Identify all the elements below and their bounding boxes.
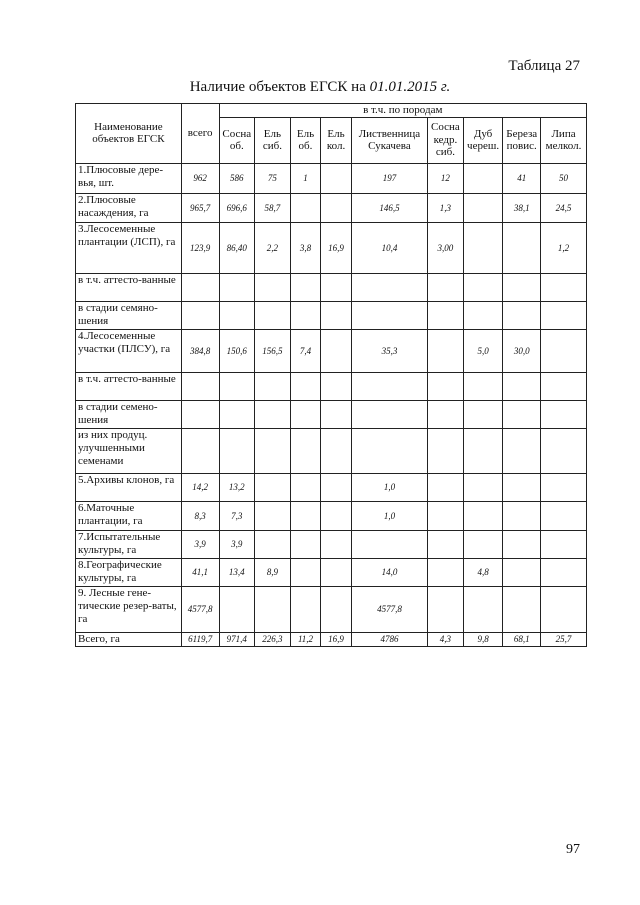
table-cell (181, 372, 219, 400)
table-cell (428, 400, 464, 428)
table-cell: 5,0 (463, 329, 503, 372)
table-cell (463, 301, 503, 329)
table-cell: 38,1 (503, 193, 541, 222)
table-row (76, 329, 587, 372)
table-cell: 4577,8 (181, 586, 219, 632)
table-cell (351, 530, 427, 558)
table-cell (321, 530, 352, 558)
table-cell: 1,2 (541, 222, 587, 273)
table-cell: 7,4 (290, 329, 321, 372)
table-cell (541, 428, 587, 473)
table-cell: 7,3 (219, 501, 255, 530)
table-cell: 8,3 (181, 501, 219, 530)
table-cell (321, 193, 352, 222)
row-name: из них продуц. улучшенными семенами (76, 428, 182, 473)
table-cell: 586 (219, 163, 255, 193)
table-cell (255, 428, 291, 473)
table-cell (219, 301, 255, 329)
header-total: всего (181, 104, 219, 164)
header-species: Липа мелкол. (541, 117, 587, 163)
table-cell (541, 301, 587, 329)
table-cell (321, 428, 352, 473)
table-cell (463, 400, 503, 428)
header-species: Ель об. (290, 117, 321, 163)
table-row (76, 558, 587, 586)
table-cell (463, 428, 503, 473)
table-cell: 123,9 (181, 222, 219, 273)
table-cell: 30,0 (503, 329, 541, 372)
table-cell (255, 372, 291, 400)
table-cell: 8,9 (255, 558, 291, 586)
table-cell: 4,3 (428, 632, 464, 646)
table-cell (463, 163, 503, 193)
table-label: Таблица 27 (508, 58, 580, 74)
table-cell (290, 372, 321, 400)
table-cell (428, 473, 464, 501)
table-cell: 75 (255, 163, 291, 193)
table-cell: 1,0 (351, 501, 427, 530)
table-row (76, 273, 587, 301)
table-row (76, 163, 587, 193)
table-cell (463, 222, 503, 273)
table-cell (321, 273, 352, 301)
table-cell (351, 301, 427, 329)
table-cell: 965,7 (181, 193, 219, 222)
table-cell (290, 193, 321, 222)
header-species: Дуб череш. (463, 117, 503, 163)
table-cell: 3,8 (290, 222, 321, 273)
page-number: 97 (566, 842, 580, 857)
row-name: Всего, га (76, 632, 182, 646)
table-cell (255, 530, 291, 558)
table-cell (428, 428, 464, 473)
header-name: Наименование объектов ЕГСК (76, 104, 182, 164)
table-cell (321, 163, 352, 193)
table-cell (428, 372, 464, 400)
table-cell (255, 400, 291, 428)
table-cell (463, 473, 503, 501)
header-species: Лиственница Сукачева (351, 117, 427, 163)
row-name: в т.ч. аттесто-ванные (76, 372, 182, 400)
table-cell (290, 530, 321, 558)
table-cell (503, 558, 541, 586)
header-species: Сосна об. (219, 117, 255, 163)
table-cell: 9,8 (463, 632, 503, 646)
table-cell: 16,9 (321, 632, 352, 646)
table-cell (255, 301, 291, 329)
table-cell: 971,4 (219, 632, 255, 646)
table-cell: 3,9 (219, 530, 255, 558)
table-cell (541, 329, 587, 372)
table-cell (219, 372, 255, 400)
row-name: 2.Плюсовые насаждения, га (76, 193, 182, 222)
table-cell (428, 558, 464, 586)
table-cell: 68,1 (503, 632, 541, 646)
table-cell (321, 558, 352, 586)
table-cell: 14,0 (351, 558, 427, 586)
table-cell: 150,6 (219, 329, 255, 372)
row-name: 1.Плюсовые дере-вья, шт. (76, 163, 182, 193)
table-cell: 25,7 (541, 632, 587, 646)
table-cell (290, 273, 321, 301)
table-row (76, 301, 587, 329)
table-cell (219, 273, 255, 301)
table-cell (290, 473, 321, 501)
header-species: Ель кол. (321, 117, 352, 163)
table-cell (181, 400, 219, 428)
table-cell (503, 428, 541, 473)
table-cell (219, 586, 255, 632)
table-cell: 10,4 (351, 222, 427, 273)
table-cell: 226,3 (255, 632, 291, 646)
table-cell (428, 530, 464, 558)
table-cell (503, 473, 541, 501)
table-cell (463, 530, 503, 558)
table-cell (503, 586, 541, 632)
table-cell (219, 400, 255, 428)
table-cell: 1,3 (428, 193, 464, 222)
table-cell (351, 428, 427, 473)
table-cell (541, 372, 587, 400)
table-cell: 3,00 (428, 222, 464, 273)
header-species: Сосна кедр. сиб. (428, 117, 464, 163)
table-cell (503, 273, 541, 301)
row-name: 5.Архивы клонов, га (76, 473, 182, 501)
table-row (76, 372, 587, 400)
table-cell: 35,3 (351, 329, 427, 372)
header-group: в т.ч. по породам (219, 104, 587, 118)
table-cell: 6119,7 (181, 632, 219, 646)
table-cell (428, 301, 464, 329)
table-cell: 16,9 (321, 222, 352, 273)
table-cell (541, 586, 587, 632)
table-row (76, 501, 587, 530)
table-cell (181, 301, 219, 329)
table-cell (219, 428, 255, 473)
row-name: 8.Географические культуры, га (76, 558, 182, 586)
row-name: в стадии семяно-шения (76, 301, 182, 329)
table-cell (541, 501, 587, 530)
table-row (76, 400, 587, 428)
table-cell (541, 400, 587, 428)
title-text: Наличие объектов ЕГСК на (189, 79, 370, 95)
table-cell (428, 501, 464, 530)
table-cell (290, 301, 321, 329)
title-date: 01.01.2015 г. (369, 79, 451, 95)
table-cell (541, 473, 587, 501)
table-cell (428, 586, 464, 632)
table-cell (463, 372, 503, 400)
table-cell (290, 428, 321, 473)
table-cell (463, 501, 503, 530)
table-cell (503, 301, 541, 329)
table-cell (321, 372, 352, 400)
table-cell: 696,6 (219, 193, 255, 222)
table-cell (321, 586, 352, 632)
table-cell (503, 222, 541, 273)
table-cell (290, 501, 321, 530)
table-cell (321, 400, 352, 428)
table-row (76, 586, 587, 632)
table-row (76, 473, 587, 501)
table-cell (351, 273, 427, 301)
table-cell: 24,5 (541, 193, 587, 222)
table-cell (428, 329, 464, 372)
table-cell: 4,8 (463, 558, 503, 586)
table-cell (428, 273, 464, 301)
table-cell (321, 329, 352, 372)
table-cell (321, 301, 352, 329)
table-cell (351, 372, 427, 400)
table-row (76, 193, 587, 222)
table-cell (321, 501, 352, 530)
table-cell: 11,2 (290, 632, 321, 646)
table-cell: 13,2 (219, 473, 255, 501)
table-cell: 2,2 (255, 222, 291, 273)
table-cell (541, 558, 587, 586)
table-cell: 58,7 (255, 193, 291, 222)
row-name: в стадии семено-шения (76, 400, 182, 428)
table-cell (255, 473, 291, 501)
table-cell (290, 558, 321, 586)
table-cell (290, 400, 321, 428)
table-cell (181, 273, 219, 301)
row-name: в т.ч. аттесто-ванные (76, 273, 182, 301)
header-species: Береза повис. (503, 117, 541, 163)
table-cell (463, 273, 503, 301)
table-cell: 14,2 (181, 473, 219, 501)
row-name: 4.Лесосеменные участки (ПЛСУ), га (76, 329, 182, 372)
table-cell (255, 586, 291, 632)
row-name: 9. Лесные гене-тические резер-ваты, га (76, 586, 182, 632)
table-cell: 197 (351, 163, 427, 193)
table-cell: 41,1 (181, 558, 219, 586)
table-cell (503, 372, 541, 400)
table-cell: 50 (541, 163, 587, 193)
table-cell (255, 501, 291, 530)
header-species: Ель сиб. (255, 117, 291, 163)
table-cell: 156,5 (255, 329, 291, 372)
table-cell: 384,8 (181, 329, 219, 372)
page-title (0, 79, 640, 96)
table-cell: 4786 (351, 632, 427, 646)
table-cell (541, 530, 587, 558)
table-cell: 962 (181, 163, 219, 193)
table-cell (503, 400, 541, 428)
table-row (76, 222, 587, 273)
table-cell: 86,40 (219, 222, 255, 273)
row-name: 7.Испытательные культуры, га (76, 530, 182, 558)
table-cell (541, 273, 587, 301)
table-cell: 146,5 (351, 193, 427, 222)
table-row (76, 632, 587, 646)
table-cell: 13,4 (219, 558, 255, 586)
table-cell (463, 586, 503, 632)
table-cell (351, 400, 427, 428)
egsk-table (75, 103, 587, 647)
table-cell (181, 428, 219, 473)
table-cell (503, 530, 541, 558)
table-row (76, 428, 587, 473)
table-cell (503, 501, 541, 530)
table-cell: 12 (428, 163, 464, 193)
row-name: 6.Маточные плантации, га (76, 501, 182, 530)
table-cell (255, 273, 291, 301)
table-cell (321, 473, 352, 501)
table-cell: 1 (290, 163, 321, 193)
table-cell (290, 586, 321, 632)
table-cell (463, 193, 503, 222)
table-row (76, 530, 587, 558)
table-cell: 1,0 (351, 473, 427, 501)
row-name: 3.Лесосеменные плантации (ЛСП), га (76, 222, 182, 273)
table-cell: 3,9 (181, 530, 219, 558)
table-cell: 41 (503, 163, 541, 193)
table-cell: 4577,8 (351, 586, 427, 632)
